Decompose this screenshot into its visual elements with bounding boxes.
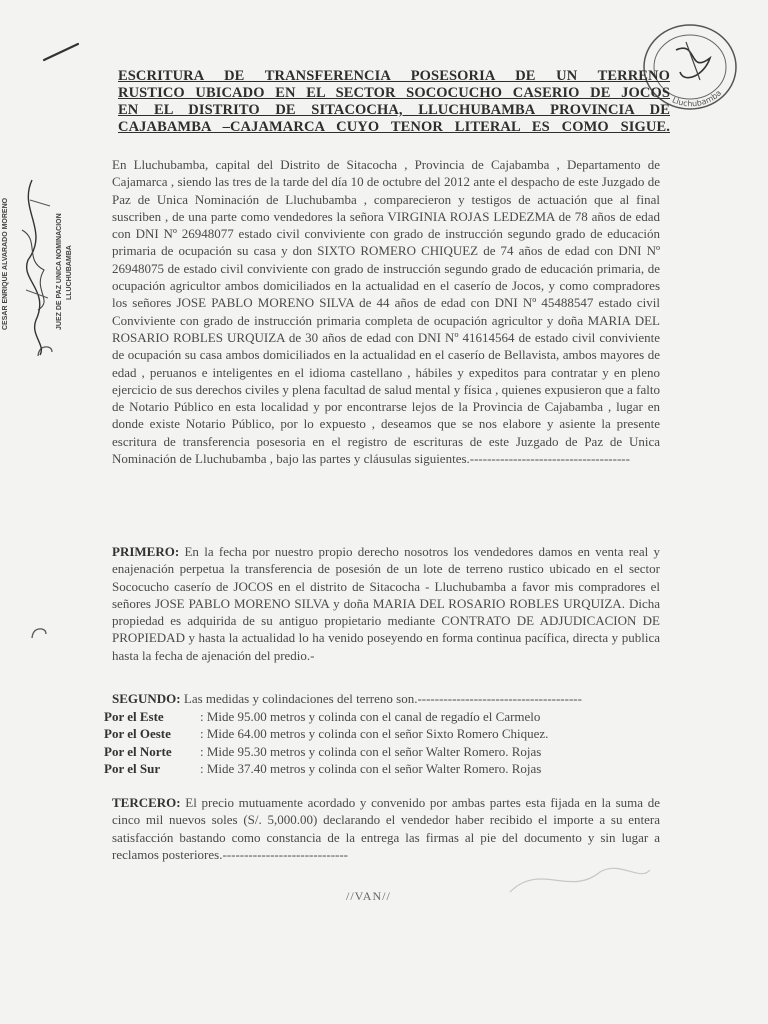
boundary-text: : Mide 95.30 metros y colinda con el señor Walter Romero. Rojas bbox=[200, 743, 542, 759]
boundary-text: : Mide 37.40 metros y colinda con el señor Walter Romero. Rojas bbox=[200, 760, 542, 776]
title-line: CAJABAMBA –CAJAMARCA CUYO TENOR LITERAL ES COMO SIGUE. bbox=[118, 119, 670, 135]
boundary-label: Por el Oeste bbox=[104, 726, 171, 742]
title-line: EN EL DISTRITO DE SITACOCHA, LLUCHUBAMBA PROVINCIA DE bbox=[118, 102, 670, 118]
clause-text: El precio mutuamente acordado y convenido por ambas partes esta fijada en la suma de cinco mil nuevos soles (S/. 5,000.00) declarando el vendedor haber recibido el importe a su entera satisfacción bastando como constancia de la entrega las firmas al pie del documento y sin lugar a reclamos posteriores.----------------------------- bbox=[112, 795, 660, 862]
boundary-label: Por el Sur bbox=[104, 760, 161, 776]
clause-label: TERCERO: bbox=[112, 795, 181, 810]
faint-signature-icon bbox=[500, 852, 660, 902]
boundary-label: Por el Este bbox=[104, 709, 164, 724]
boundary-label: Por el Norte bbox=[104, 743, 172, 759]
clause-text: En la fecha por nuestro propio derecho nosotros los vendedores damos en venta real y enajenación perpetua la transferencia de posesión de un lote de terreno rustico ubicado en el sector Sococucho caserío de JOCOS en el distrito de Sitacocha - Lluchubamba a favor mis compradores el señores JOSE PABLO MORENO SILVA y doña MARIA DEL ROSARIO ROBLES URQUIZA. Dicha propiedad es adquirida de su antiguo propietario mediante CONTRATO DE ADJUDICACION DE PROPIEDAD y hasta la actualidad lo ha venido poseyendo en forma continua pacífica, directa y publica hasta la fecha de ajenación del predio.- bbox=[112, 544, 660, 663]
clause-text: Las medidas y colindaciones del terreno son.-------------------------------------- bbox=[183, 691, 582, 706]
list-item bbox=[104, 760, 624, 777]
list-item bbox=[104, 708, 624, 725]
boundary-text: : Mide 64.00 metros y colinda con el señor Sixto Romero Chiquez. bbox=[200, 726, 549, 742]
judge-side-stamp bbox=[10, 170, 85, 360]
judge-name-stamp: CESAR ENRIQUE ALVARADO MORENO bbox=[2, 197, 9, 330]
intro-paragraph: En Lluchubamba, capital del Distrito de Sitacocha , Provincia de Cajabamba , Departamento de Cajamarca , siendo las tres de la tarde del día 10 de octubre del 2012 ante el despacho de este Juzgado de Paz de Unica Nominación de Lluchubamba , comparecieron y testigos de actuación que al final suscriben , de una parte como vendedores la señora VIRGINIA ROJAS LEDEZMA de 78 años de edad con DNI Nº 26948077 estado civil conviviente con grado de instrucción segundo grado de educación primaria de ocupación su casa y don SIXTO ROMERO CHIQUEZ de 74 años de edad con DNI Nº 26948075 de estado civil conviviente con grado de instrucción segundo grado de educación primaria, de ocupación agricultor ambos domiciliados en la actualidad en el caserío de Jocos, y como compradores los señores JOSE PABLO MORENO SILVA de 44 años de edad con DNI Nº 45488547 estado civil Conviviente con grado de instrucción primaria completa de ocupación agricultor y doña MARIA DEL ROSARIO ROBLES URQUIZA de 30 años de edad con DNI Nº 41614564 de estado civil conviviente de ocupación su casa ambos domiciliados en la actualidad en el caserío de Bellavista, ambos mayores de edad , peruanos e inteligentes en el idioma castellano , hábiles y expeditos para contratar y en pleno ejercicio de sus derechos civiles y plena facultad de salud mental y física , quienes expusieron que a falto de Notario Público en esta localidad y por encontrarse lejos de la Provincia de Cajabamba , lugar en donde existe Notario Público, por lo expuesto , deseamos que se nos elabore y asiente la presente escritura de transferencia posesoria en el registro de escrituras de este Juzgado de Paz de Unica Nominación de Lluchubamba , bajo las partes y cláusulas siguientes.------------------------------------- bbox=[112, 157, 660, 467]
svg-text:Lluchubamba: Lluchubamba bbox=[670, 88, 724, 109]
judge-role-stamp: JUEZ DE PAZ UNICA NOMINACION bbox=[56, 213, 63, 330]
title-line: ESCRITURA DE TRANSFERENCIA POSESORIA DE UN TERRENO bbox=[118, 68, 670, 84]
list-item bbox=[104, 725, 624, 742]
clause-label: PRIMERO: bbox=[112, 544, 180, 559]
continuation-mark: //VAN// bbox=[346, 889, 391, 903]
judge-signature-icon bbox=[10, 170, 85, 360]
clause-label: SEGUNDO: bbox=[112, 691, 181, 706]
boundary-measures-list bbox=[104, 708, 624, 777]
clause-primero bbox=[112, 543, 660, 664]
title-line: RUSTICO UBICADO EN EL SECTOR SOCOCUCHO CASERIO DE JOCOS bbox=[118, 85, 670, 101]
punch-hole-mark bbox=[30, 626, 48, 640]
boundary-text: : Mide 95.00 metros y colinda con el canal de regadío el Carmelo bbox=[200, 709, 541, 724]
list-item bbox=[104, 743, 624, 760]
document-title bbox=[118, 68, 670, 136]
pen-stroke-mark bbox=[42, 40, 82, 64]
clause-segundo bbox=[112, 690, 660, 707]
judge-place-stamp: LLUCHUBAMBA bbox=[66, 245, 73, 300]
